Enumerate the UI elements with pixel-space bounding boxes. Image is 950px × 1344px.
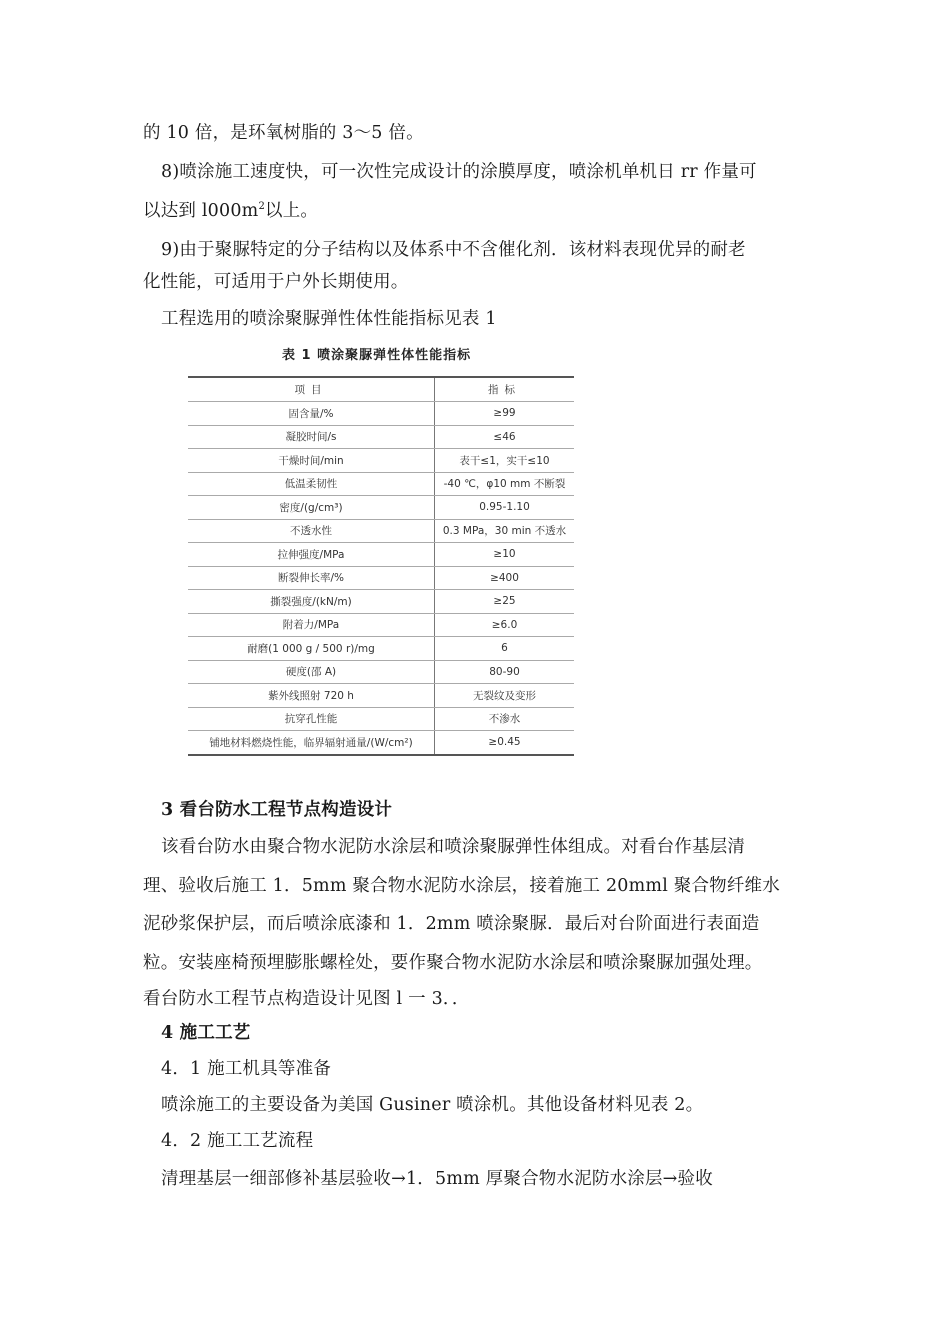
paragraph-line: 化性能，可适用于户外长期使用。 [143,272,409,292]
paragraph-line: 理、验收后施工 1．5mm 聚合物水泥防水涂层，接着施工 20mml 聚合物纤维水 [143,876,780,896]
table-header-row [188,377,574,402]
paragraph-line: 喷涂施工的主要设备为美国 Gusiner 喷涂机。其他设备材料见表 2。 [161,1095,704,1115]
table-cell: ≥0.45 [435,731,575,755]
paragraph-line: 该看台防水由聚合物水泥防水涂层和喷涂聚脲弹性体组成。对看台作基层清 [161,837,746,857]
table-cell: 0.3 MPa，30 min 不透水 [435,519,575,543]
table-cell: 凝胶时间/s [188,425,435,449]
table-cell: 固含量/% [188,402,435,426]
table-cell: 0.95-1.10 [435,496,575,520]
table-title: 表 1 喷涂聚脲弹性体性能指标 [282,348,472,363]
table-row [188,566,574,590]
table-row [188,472,574,496]
table-cell: 不透水性 [188,519,435,543]
table-cell: 附着力/MPa [188,613,435,637]
table-cell: 表干≤1，实干≤10 [435,449,575,473]
table-cell: ≥400 [435,566,575,590]
subsection-heading: 4．1 施工机具等准备 [161,1059,332,1079]
table-cell: 拉伸强度/MPa [188,543,435,567]
paragraph-line: 工程选用的喷涂聚脲弹性体性能指标见表 1 [161,309,497,329]
table-cell: 铺地材料燃烧性能，临界辐射通量/(W/cm²) [188,731,435,755]
table-cell: 6 [435,637,575,661]
table-header-cell: 项目 [188,377,435,402]
table-cell: 耐磨(1 000 g / 500 r)/mg [188,637,435,661]
table-cell: ≥99 [435,402,575,426]
paragraph-line: 泥砂浆保护层，而后喷涂底漆和 1．2mm 喷涂聚脲．最后对台阶面进行表面造 [143,914,760,934]
table-cell: 撕裂强度/(kN/m) [188,590,435,614]
table-row [188,731,574,755]
table-cell: ≥6.0 [435,613,575,637]
table-row [188,519,574,543]
table-row [188,613,574,637]
table-row [188,402,574,426]
table-row [188,707,574,731]
table-cell: 抗穿孔性能 [188,707,435,731]
text-fragment: 以上。 [265,201,319,221]
table-row [188,543,574,567]
paragraph-line: 看台防水工程节点构造设计见图 l 一 3．． [143,989,470,1009]
table-row [188,660,574,684]
table-row [188,496,574,520]
table-cell: 硬度(邵 A) [188,660,435,684]
table-cell: ≤46 [435,425,575,449]
table-cell: ≥10 [435,543,575,567]
paragraph-line: 9)由于聚脲特定的分子结构以及体系中不含催化剂．该材料表现优异的耐老 [161,240,746,260]
table-cell: 干燥时间/min [188,449,435,473]
table-cell: -40 ℃，φ10 mm 不断裂 [435,472,575,496]
table-cell: 不渗水 [435,707,575,731]
table-cell: 80-90 [435,660,575,684]
subsection-heading: 4．2 施工工艺流程 [161,1131,314,1151]
table-cell: 紫外线照射 720 h [188,684,435,708]
superscript: 2 [258,201,266,213]
performance-table [188,376,574,756]
table-cell: 断裂伸长率/% [188,566,435,590]
section-heading: 4 施工工艺 [161,1023,251,1043]
table-row [188,449,574,473]
table-row [188,684,574,708]
paragraph-line: 清理基层一细部修补基层验收→1．5mm 厚聚合物水泥防水涂层→验收 [161,1169,713,1189]
table-cell: 低温柔韧性 [188,472,435,496]
section-heading: 3 看台防水工程节点构造设计 [161,800,393,820]
paragraph-line: 8)喷涂施工速度快，可一次性完成设计的涂膜厚度，喷涂机单机日 rr 作量可 [161,162,757,182]
paragraph-line: 的 10 倍，是环氧树脂的 3～5 倍。 [143,123,424,143]
table-row [188,590,574,614]
paragraph-line [143,194,950,228]
table-cell: 密度/(g/cm³) [188,496,435,520]
table-cell: ≥25 [435,590,575,614]
text-fragment: 以达到 l000m [143,201,259,221]
table-row [188,425,574,449]
table-cell: 无裂纹及变形 [435,684,575,708]
paragraph-line: 粒。安装座椅预埋膨胀螺栓处，要作聚合物水泥防水涂层和喷涂聚脲加强处理。 [143,953,763,973]
table-header-cell: 指标 [435,377,575,402]
table-row [188,637,574,661]
